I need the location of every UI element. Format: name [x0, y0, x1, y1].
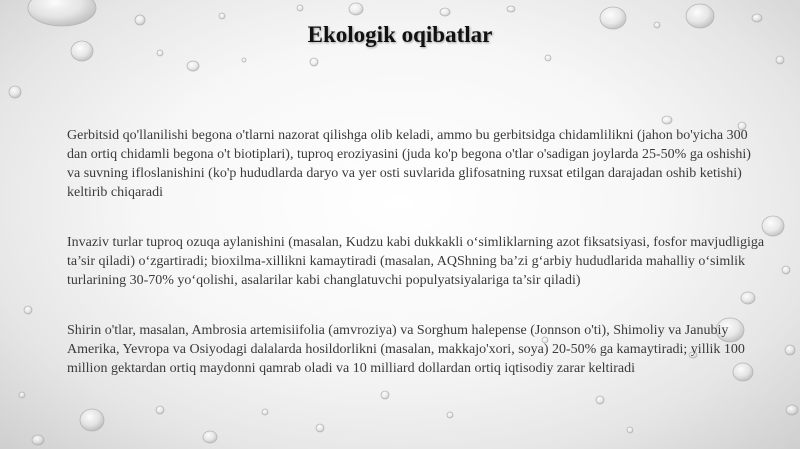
water-drop — [310, 58, 318, 66]
water-drop — [242, 58, 246, 62]
water-drop — [786, 405, 798, 415]
paragraph-invasive-species: Invaziv turlar tuproq ozuqa aylanishini (masalan, Kudzu kabi dukkakli o‘simliklarning azot fiksatsiyasi, fosfor mavjudligiga ta’sir qiladi) o‘zgartiradi; bioxilma-xillikni kamaytiradi (masalan, AQShning ba’zi g‘arbiy hududlarida mahalliy o‘simlik turlarining 30-70% yo‘qolishi, asalarilar kabi changlatuvchi populyatsiyalariga ta’sir qiladi) — [67, 235, 765, 288]
water-drop — [316, 424, 324, 432]
water-drop — [507, 6, 515, 12]
paragraph-herbicide-impact: Gerbitsid qo'llanilishi begona o'tlarni nazorat qilishga olib keladi, ammo bu gerbitsidga chidamlilikni (jahon bo'yicha 300 dan ortiq chidamli begona o't biotiplari), tuproq eroziyasini (juda ko'p begona o'tlar o'sadigan joylarda 25-50% ga oshishi) va suvning ifloslanishini (ko'p hududlarda daryo va yer osti suvlarida glifosatning ruxsat etilgan darajadan oshib ketishi) keltirib chiqaradi — [67, 128, 751, 200]
water-drop — [203, 431, 217, 443]
water-drop — [297, 5, 303, 11]
water-drop — [349, 3, 363, 15]
water-drop — [545, 55, 551, 61]
water-drop — [24, 306, 32, 314]
water-drop — [157, 50, 163, 56]
water-drop — [662, 116, 672, 124]
water-drop — [262, 409, 268, 415]
water-drop — [785, 345, 795, 355]
water-drop — [776, 56, 784, 64]
slide-body — [67, 126, 767, 409]
water-drop — [9, 86, 21, 98]
water-drop — [187, 61, 199, 71]
water-drop — [440, 8, 450, 16]
water-drop — [752, 14, 762, 22]
water-drop — [80, 409, 104, 431]
water-drop — [447, 412, 453, 418]
water-drop — [19, 392, 25, 398]
water-drop — [782, 266, 790, 274]
paragraph-weed-yield-loss: Shirin o'tlar, masalan, Ambrosia artemisiifolia (amvroziya) va Sorghum halepense (Jonnson o'ti), Shimoliy va Janubiy Amerika, Yevropa va Osiyodagi dalalarda hosildorlikni (masalan, makkajo'xori, soya) 20-50% ga kamaytiradi; yillik 100 million gektardan ortiq maydonni qamrab oladi va 10 milliard dollardan ortiq iqtisodiy zarar keltiradi — [67, 323, 745, 376]
water-drop — [32, 435, 44, 445]
water-drop — [219, 13, 225, 19]
slide-title: Ekologik oqibatlar — [307, 22, 493, 47]
water-drop — [627, 427, 633, 433]
